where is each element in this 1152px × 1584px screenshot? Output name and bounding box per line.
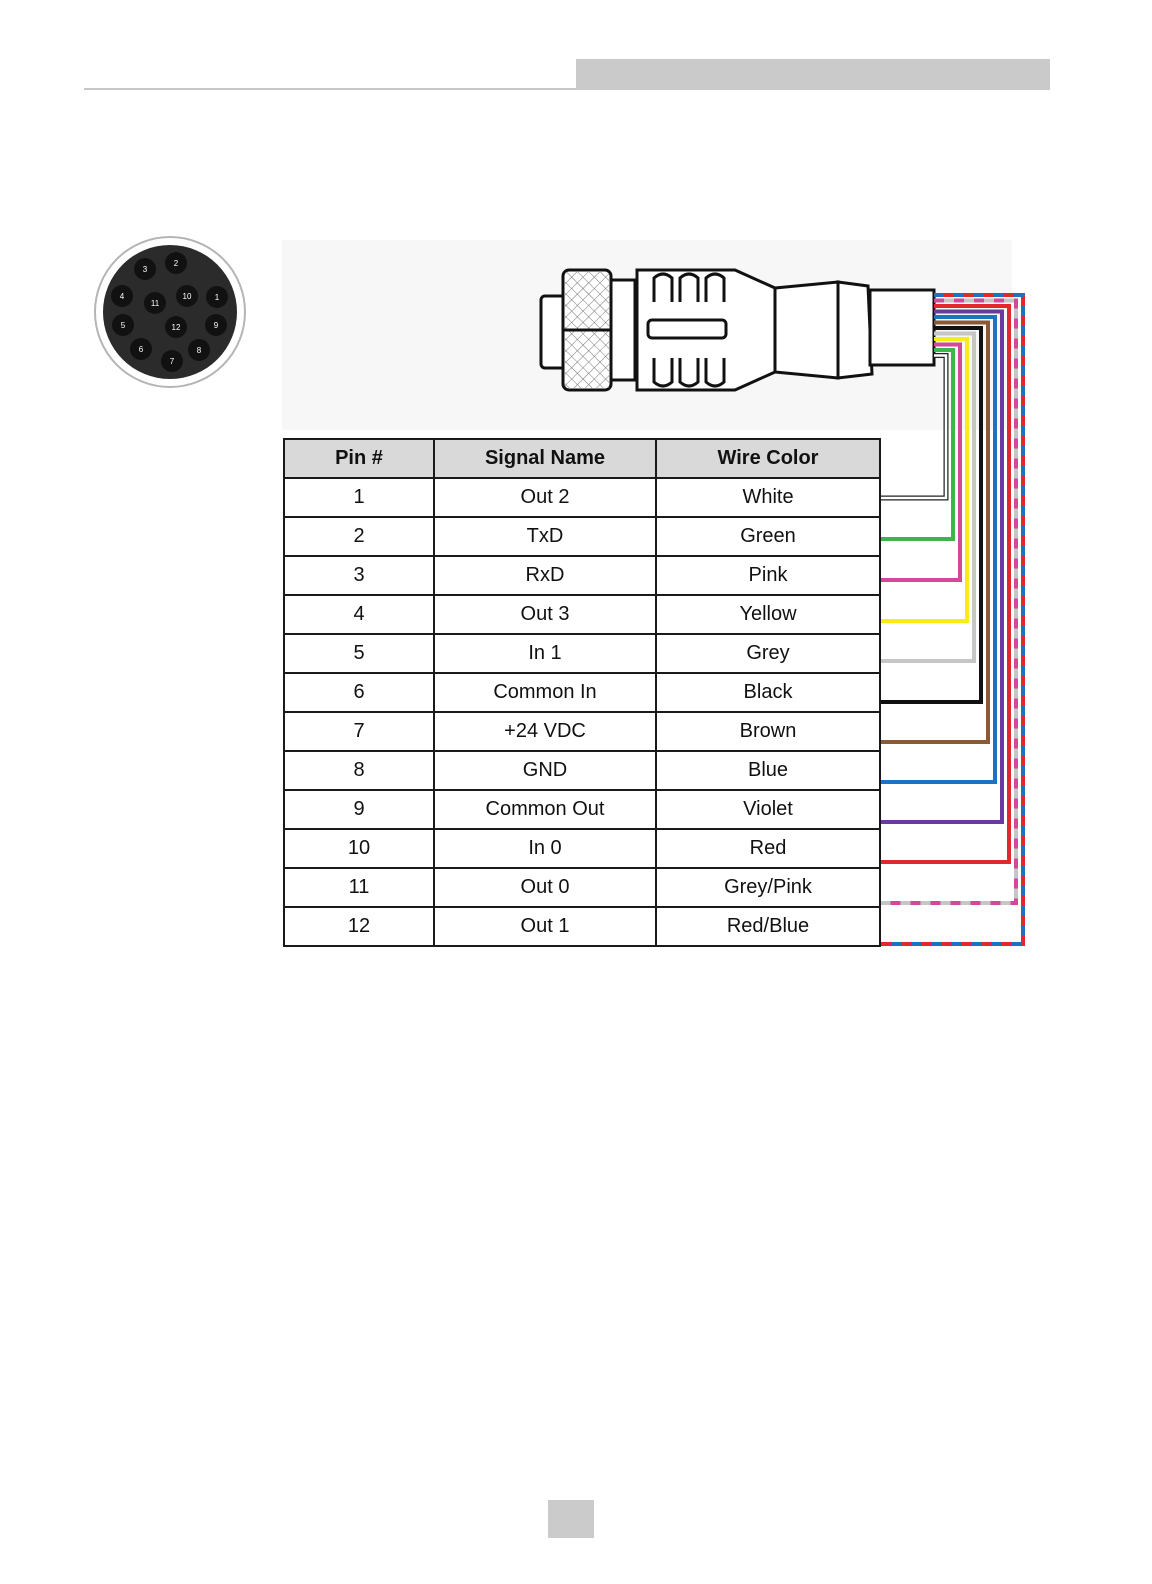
signal-cell: RxD [434, 556, 656, 595]
table-row [284, 478, 880, 517]
wire-color-cell: White [656, 478, 880, 517]
signal-cell: TxD [434, 517, 656, 556]
pin-cell: 8 [284, 751, 434, 790]
signal-cell: GND [434, 751, 656, 790]
pin-cell: 12 [284, 907, 434, 946]
pin-number-label: 7 [169, 357, 175, 366]
pin-cell: 1 [284, 478, 434, 517]
pin-number-label: 3 [142, 265, 148, 274]
table-row [284, 790, 880, 829]
table-row [284, 751, 880, 790]
wire-color-cell: Green [656, 517, 880, 556]
table-header-row [284, 439, 880, 478]
pin-cell: 11 [284, 868, 434, 907]
wire-color-cell: Violet [656, 790, 880, 829]
collar [611, 280, 635, 380]
pin-cell: 4 [284, 595, 434, 634]
signal-cell: Common In [434, 673, 656, 712]
pin-number-label: 8 [196, 346, 202, 355]
signal-cell: Out 1 [434, 907, 656, 946]
pin-number-label: 12 [171, 323, 181, 332]
pin-cell: 2 [284, 517, 434, 556]
table-row [284, 556, 880, 595]
wire-color-cell: Brown [656, 712, 880, 751]
table-row [284, 712, 880, 751]
col-header-pin: Pin # [284, 439, 434, 478]
wire-color-cell: Yellow [656, 595, 880, 634]
strain-relief [775, 282, 838, 378]
table-row [284, 868, 880, 907]
pin-number-label: 5 [120, 321, 126, 330]
table-row [284, 907, 880, 946]
wire-color-cell: Red/Blue [656, 907, 880, 946]
signal-cell: Out 3 [434, 595, 656, 634]
pin-number-label: 9 [213, 321, 219, 330]
pin-number-label: 2 [173, 259, 179, 268]
pin-cell: 6 [284, 673, 434, 712]
table-row [284, 634, 880, 673]
table-row [284, 829, 880, 868]
pin-number-label: 11 [150, 299, 160, 308]
wire-color-cell: Blue [656, 751, 880, 790]
col-header-wire-color: Wire Color [656, 439, 880, 478]
signal-cell: In 0 [434, 829, 656, 868]
wire-color-cell: Red [656, 829, 880, 868]
signal-cell: +24 VDC [434, 712, 656, 751]
pin-number-label: 10 [182, 292, 192, 301]
pin-cell: 10 [284, 829, 434, 868]
pin-number-label: 4 [119, 292, 125, 301]
wire-color-cell: Grey [656, 634, 880, 673]
pin-number-label: 1 [214, 293, 220, 302]
col-header-signal: Signal Name [434, 439, 656, 478]
wire-color-cell: Pink [656, 556, 880, 595]
cable-jacket [870, 290, 934, 365]
signal-cell: Common Out [434, 790, 656, 829]
table-row [284, 673, 880, 712]
signal-cell: Out 2 [434, 478, 656, 517]
page-number-box [548, 1500, 594, 1538]
pinout-table [283, 438, 881, 947]
signal-cell: In 1 [434, 634, 656, 673]
wire-color-cell: Black [656, 673, 880, 712]
table-row [284, 517, 880, 556]
pin-cell: 7 [284, 712, 434, 751]
pin-number-label: 6 [138, 345, 144, 354]
table-row [284, 595, 880, 634]
pin-cell: 3 [284, 556, 434, 595]
wire-color-cell: Grey/Pink [656, 868, 880, 907]
signal-cell: Out 0 [434, 868, 656, 907]
pin-cell: 9 [284, 790, 434, 829]
pin-cell: 5 [284, 634, 434, 673]
